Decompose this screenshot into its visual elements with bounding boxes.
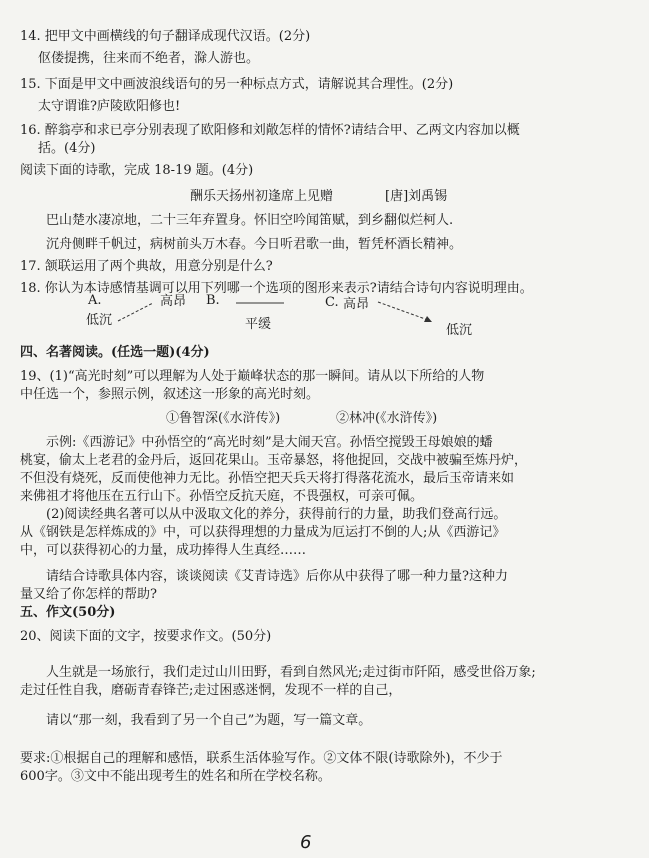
poem-line1: 巴山楚水凄凉地，二十三年弃置身。怀旧空吟闻笛赋，到乡翻似烂柯人.: [46, 213, 454, 228]
section4-heading: 四、名著阅读。(任选一题)(4分): [20, 345, 210, 360]
q17-prompt: 17. 颔联运用了两个典故，用意分别是什么?: [20, 259, 273, 274]
option-c-high-label: 高昂: [343, 297, 370, 312]
example-line1: 示例:《西游记》中孙悟空的“高光时刻”是大闹天宫。孙悟空搅毁王母娘娘的蟠: [46, 435, 493, 450]
q19-2-line4: 请结合诗歌具体内容，谈谈阅读《艾青诗选》后你从中获得了哪一种力量?这种力: [46, 569, 508, 584]
q19-2-line5: 量又给了你怎样的帮助?: [20, 587, 157, 602]
q19-2-line1: (2)阅读经典名著可以从中汲取文化的养分，获得前行的力量，助我们登高行远。: [46, 507, 507, 522]
passage-line1: 人生就是一场旅行，我们走过山川田野，看到自然风光;走过街市阡陌，感受世俗万象;: [46, 665, 536, 680]
essay-task: 请以“那一刻，我看到了另一个自己”为题，写一篇文章。: [46, 713, 372, 728]
example-line2: 桃宴，偷太上老君的金丹后，返回花果山。玉帝暴怒，将他捉回，交战中被骗至炼丹炉，: [20, 453, 528, 468]
option-c-letter: C.: [325, 295, 339, 310]
option-c-arrowhead: [424, 316, 432, 322]
q14-quote: 伛偻提携，往来而不绝者，滁人游也。: [38, 51, 260, 66]
option-c-falling-arrow: [378, 302, 428, 320]
q19-choice2: ②林冲(《水浒传》): [336, 411, 438, 426]
poem-title: 酬乐天扬州初逢席上见赠: [190, 189, 334, 204]
option-b-flat-label: 平缓: [245, 317, 272, 332]
poem-line2: 沉舟侧畔千帆过，病树前头万木春。今日听君歌一曲，暂凭杯酒长精神。: [46, 237, 463, 252]
requirements-line2: 600字。③文中不能出现考生的姓名和所在学校名称。: [20, 769, 331, 784]
q19-choice1: ①鲁智深(《水浒传》): [166, 411, 281, 426]
q18-prompt: 18. 你认为本诗感情基调可以用下列哪一个选项的图形来表示?请结合诗句内容说明理由。: [20, 281, 533, 296]
option-c-low-label: 低沉: [446, 323, 473, 338]
q19-1-line1: 19、(1)“高光时刻”可以理解为人处于巅峰状态的那一瞬间。请从以下所给的人物: [20, 369, 485, 384]
section5-heading: 五、作文(50分): [20, 605, 116, 620]
q19-2-line2: 从《钢铁是怎样炼成的》中，可以获得理想的力量成为厄运打不倒的人;从《西游记》: [20, 525, 506, 540]
q19-1-line2: 中任选一个，参照示例，叙述这一形象的高光时刻。: [20, 387, 320, 402]
example-line3: 不但没有烧死，反而使他神力无比。孙悟空把天兵天将打得落花流水，最后玉帝请来如: [20, 471, 515, 486]
option-a-high-label: 高昂: [160, 294, 187, 309]
q16-line1: 16. 醉翁亭和求已亭分别表现了欧阳修和刘敞怎样的情怀?请结合甲、乙两文内容加以概: [20, 123, 520, 138]
q20-prompt: 20、阅读下面的文字，按要求作文。(50分): [20, 629, 272, 644]
q15-quote: 太守谓谁?庐陵欧阳修也!: [38, 99, 181, 114]
requirements-line1: 要求:①根据自己的理解和感悟，联系生活体验写作。②文体不限(诗歌除外)，不少于: [20, 751, 503, 766]
q19-2-line3: 中，可以获得初心的力量，成功捧得人生真经……: [20, 543, 307, 558]
q15-prompt: 15. 下面是甲文中画波浪线语句的另一种标点方式，请解说其合理性。(2分): [20, 77, 454, 92]
option-a-letter: A.: [88, 293, 102, 308]
passage-line2: 走过任性自我，磨砺青春锋芒;走过困惑迷惘，发现不一样的自己，: [20, 683, 402, 698]
poem-intro: 阅读下面的诗歌，完成 18-19 题。(4分): [20, 163, 254, 178]
q14-prompt: 14. 把甲文中画横线的句子翻译成现代汉语。(2分): [20, 29, 311, 44]
option-a-rising-arrow: [118, 303, 153, 321]
poem-author: [唐]刘禹锡: [385, 189, 448, 204]
q16-line2: 括。(4分): [38, 141, 96, 156]
option-b-letter: B.: [206, 293, 220, 308]
page-number: 6: [300, 832, 312, 853]
option-a-low-label: 低沉: [86, 313, 113, 328]
example-line4: 来佛祖才将他压在五行山下。孙悟空反抗天庭，不畏强权，可亲可佩。: [20, 489, 424, 504]
